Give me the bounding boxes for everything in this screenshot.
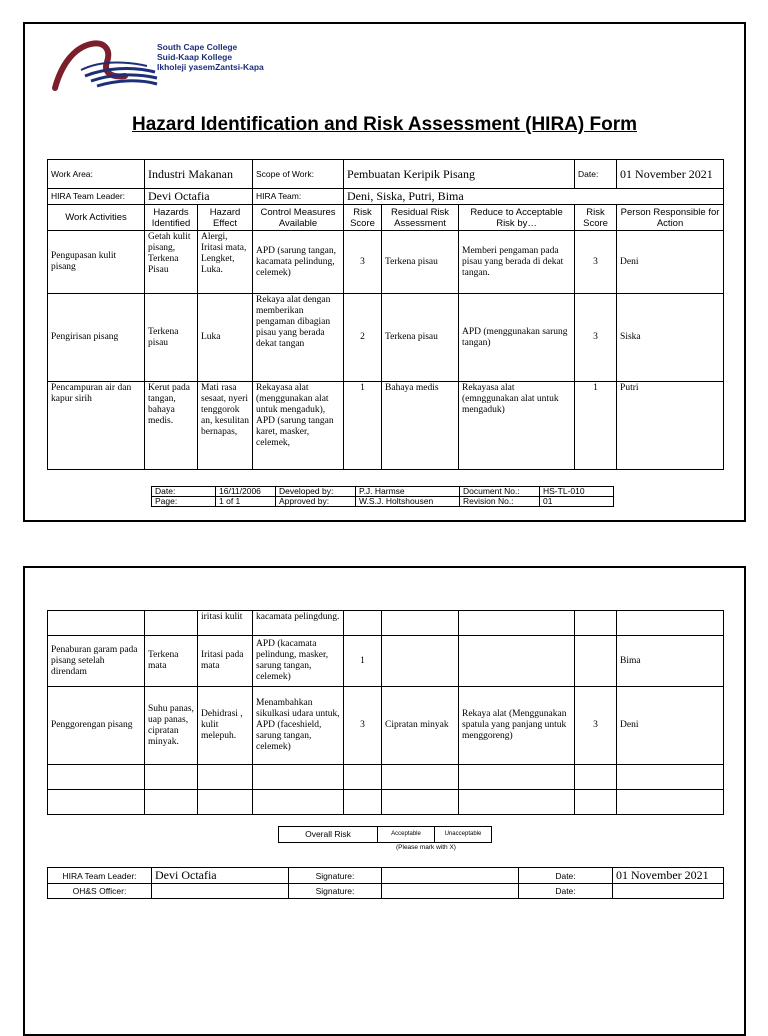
table-cell <box>145 765 198 790</box>
table-cell <box>617 790 724 815</box>
table-cell: Pengirisan pisang <box>48 294 145 382</box>
table-row <box>48 382 724 470</box>
college-name <box>157 42 264 72</box>
ohs-signature-field[interactable] <box>382 884 519 899</box>
leader-value: Devi Octafia <box>145 189 253 205</box>
table-cell: Mati rasa sesaat, nyeri tenggorok an, kesulitan bernapas, <box>198 382 253 470</box>
footer-developed-label: Developed by: <box>276 487 356 497</box>
table-cell: Bima <box>617 636 724 687</box>
overall-risk-box <box>278 826 492 843</box>
scope-value: Pembuatan Keripik Pisang <box>344 160 575 189</box>
team-value: Deni, Siska, Putri, Bima <box>344 189 724 205</box>
team-label: HIRA Team: <box>253 189 344 205</box>
table-cell <box>459 611 575 636</box>
table-cell: Putri <box>617 382 724 470</box>
table-cell: Pencampuran air dan kapur sirih <box>48 382 145 470</box>
hira-table-continued <box>47 610 724 815</box>
ohs-signature-label: Signature: <box>289 884 382 899</box>
acceptable-checkbox[interactable]: Acceptable <box>378 827 435 843</box>
scope-label: Scope of Work: <box>253 160 344 189</box>
table-cell <box>253 765 344 790</box>
table-cell: APD (kacamata pelindung, masker, sarung tangan, celemek) <box>253 636 344 687</box>
table-cell <box>48 765 145 790</box>
col-risk-score-2: Risk Score <box>575 205 617 231</box>
table-cell <box>382 790 459 815</box>
table-cell <box>382 765 459 790</box>
table-cell: Terkena pisau <box>145 294 198 382</box>
table-cell: Deni <box>617 231 724 294</box>
table-cell <box>145 790 198 815</box>
footer-date: 16/11/2006 <box>216 487 276 497</box>
col-reduce-to-acceptable: Reduce to Acceptable Risk by… <box>459 205 575 231</box>
table-cell: Terkena mata <box>145 636 198 687</box>
col-hazards-identified: Hazards Identified <box>145 205 198 231</box>
mark-instruction: (Please mark with X) <box>396 844 456 851</box>
table-cell <box>575 636 617 687</box>
leader-label: HIRA Team Leader: <box>48 189 145 205</box>
footer-approved-label: Approved by: <box>276 497 356 507</box>
table-cell: Terkena pisau <box>382 294 459 382</box>
table-cell: 1 <box>575 382 617 470</box>
table-cell <box>253 790 344 815</box>
table-cell: Kerut pada tangan, bahaya medis. <box>145 382 198 470</box>
signoff-table <box>47 867 724 899</box>
table-cell <box>459 636 575 687</box>
work-area-label: Work Area: <box>48 160 145 189</box>
form-page-2 <box>23 566 746 1036</box>
col-person-responsible: Person Responsible for Action <box>617 205 724 231</box>
footer-docno: HS-TL-010 <box>540 487 614 497</box>
table-cell: Penaburan garam pada pisang setelah direndam <box>48 636 145 687</box>
college-line-3: Ikholeji yasemZantsi-Kapa <box>157 62 264 72</box>
document-control-footer <box>151 486 614 507</box>
table-cell <box>575 790 617 815</box>
ohs-date-label: Date: <box>519 884 613 899</box>
signoff-leader-name: Devi Octafia <box>152 868 289 884</box>
table-cell: Luka <box>198 294 253 382</box>
table-cell <box>382 611 459 636</box>
table-cell: Rekayasa alat (menggunakan alat untuk mengaduk), APD (sarung tangan karet, masker, celemek, <box>253 382 344 470</box>
col-control-measures: Control Measures Available <box>253 205 344 231</box>
table-row <box>48 636 724 687</box>
table-cell: Terkena pisau <box>382 231 459 294</box>
table-cell: Menambahkan sikulkasi udara untuk, APD (faceshield, sarung tangan, celemek) <box>253 687 344 765</box>
table-cell: 3 <box>575 687 617 765</box>
col-hazard-effect: Hazard Effect <box>198 205 253 231</box>
signoff-signature-label: Signature: <box>289 868 382 884</box>
footer-developed: P.J. Harmse <box>356 487 460 497</box>
footer-date-label: Date: <box>152 487 216 497</box>
date-label: Date: <box>575 160 617 189</box>
table-cell <box>198 790 253 815</box>
table-cell: Suhu panas, uap panas, cipratan minyak. <box>145 687 198 765</box>
table-cell: APD (menggunakan sarung tangan) <box>459 294 575 382</box>
college-line-2: Suid-Kaap Kollege <box>157 52 233 62</box>
table-cell <box>344 765 382 790</box>
table-row <box>48 611 724 636</box>
table-row <box>48 294 724 382</box>
table-cell <box>575 765 617 790</box>
footer-page: 1 of 1 <box>216 497 276 507</box>
date-value: 01 November 2021 <box>617 160 724 189</box>
table-cell: Rekayasa alat (emnggunakan alat untuk mengaduk) <box>459 382 575 470</box>
table-cell: Deni <box>617 687 724 765</box>
column-header-row <box>48 205 724 231</box>
table-cell <box>198 765 253 790</box>
table-cell <box>48 611 145 636</box>
signoff-date: 01 November 2021 <box>613 868 724 884</box>
table-row <box>48 687 724 765</box>
table-cell: Siska <box>617 294 724 382</box>
signoff-signature-field[interactable] <box>382 868 519 884</box>
work-area-value: Industri Makanan <box>145 160 253 189</box>
table-cell: 1 <box>344 636 382 687</box>
table-row <box>48 765 724 790</box>
table-cell: iritasi kulit <box>198 611 253 636</box>
table-cell: Dehidrasi , kulit melepuh. <box>198 687 253 765</box>
footer-rev-label: Revision No.: <box>460 497 540 507</box>
table-cell <box>459 790 575 815</box>
table-cell: APD (sarung tangan, kacamata pelindung, celemek) <box>253 231 344 294</box>
table-cell <box>344 611 382 636</box>
col-residual-risk: Residual Risk Assessment <box>382 205 459 231</box>
table-cell <box>459 765 575 790</box>
footer-rev: 01 <box>540 497 614 507</box>
college-logo-icon <box>51 36 161 92</box>
form-title: Hazard Identification and Risk Assessment (HIRA) Form <box>131 114 637 135</box>
form-page-1 <box>23 22 746 522</box>
info-row-1 <box>48 160 724 189</box>
table-cell: Rekaya alat (Menggunakan spatula yang panjang untuk menggoreng) <box>459 687 575 765</box>
table-cell: 3 <box>575 294 617 382</box>
table-cell: 3 <box>575 231 617 294</box>
table-cell: 3 <box>344 687 382 765</box>
table-cell: Cipratan minyak <box>382 687 459 765</box>
table-cell: Iritasi pada mata <box>198 636 253 687</box>
overall-risk-label: Overall Risk <box>279 827 378 843</box>
table-cell: Getah kulit pisang, Terkena Pisau <box>145 231 198 294</box>
col-risk-score: Risk Score <box>344 205 382 231</box>
ohs-officer-label: OH&S Officer: <box>48 884 152 899</box>
table-row <box>48 790 724 815</box>
table-cell: Penggorengan pisang <box>48 687 145 765</box>
table-cell <box>344 790 382 815</box>
footer-approved: W.S.J. Holtshousen <box>356 497 460 507</box>
ohs-date-field[interactable] <box>613 884 724 899</box>
table-cell: 2 <box>344 294 382 382</box>
table-cell <box>382 636 459 687</box>
ohs-officer-name-field[interactable] <box>152 884 289 899</box>
signoff-leader-label: HIRA Team Leader: <box>48 868 152 884</box>
table-cell: kacamata pelingdung. <box>253 611 344 636</box>
table-cell <box>575 611 617 636</box>
table-cell <box>617 611 724 636</box>
table-cell <box>617 765 724 790</box>
table-cell: 1 <box>344 382 382 470</box>
table-cell <box>145 611 198 636</box>
hira-table <box>47 159 724 470</box>
info-row-2 <box>48 189 724 205</box>
footer-docno-label: Document No.: <box>460 487 540 497</box>
table-cell: Bahaya medis <box>382 382 459 470</box>
table-cell: Pengupasan kulit pisang <box>48 231 145 294</box>
table-row <box>48 231 724 294</box>
table-cell <box>48 790 145 815</box>
table-cell: Rekaya alat dengan memberikan pengaman dibagian pisau yang berada dekat tangan <box>253 294 344 382</box>
col-work-activities: Work Activities <box>48 205 145 231</box>
table-cell: 3 <box>344 231 382 294</box>
footer-page-label: Page: <box>152 497 216 507</box>
college-line-1: South Cape College <box>157 42 238 52</box>
table-cell: Alergi, Iritasi mata, Lengket, Luka. <box>198 231 253 294</box>
table-cell: Memberi pengaman pada pisau yang berada di dekat tangan. <box>459 231 575 294</box>
signoff-date-label: Date: <box>519 868 613 884</box>
unacceptable-checkbox[interactable]: Unacceptable <box>435 827 492 843</box>
